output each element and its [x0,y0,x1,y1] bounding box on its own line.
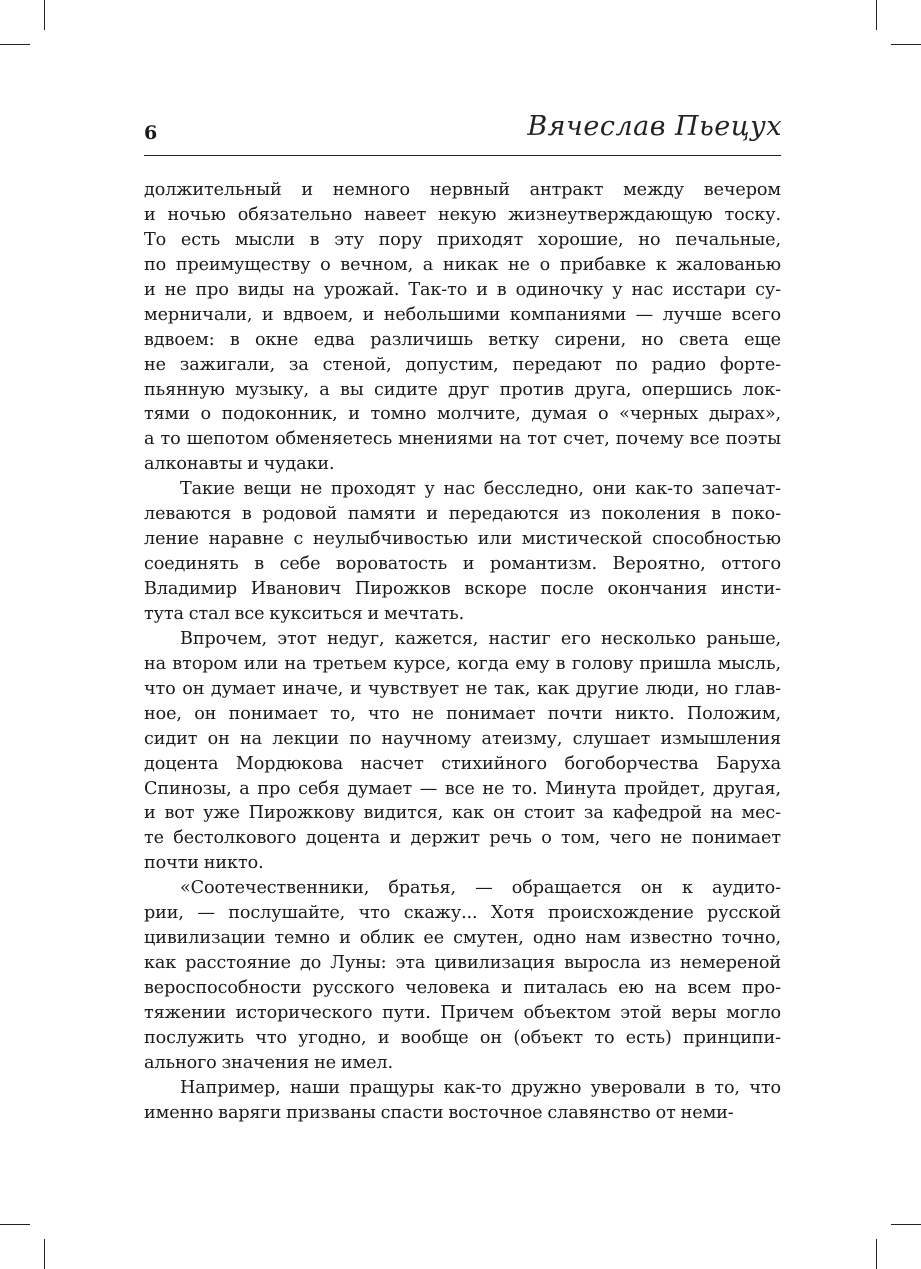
text-line: пьянную музыку, а вы сидите друг против друга, опершись лок- [144,379,781,400]
text-line: а то шепотом обменяетесь мнениями на тот счет, почему все поэты [144,429,781,450]
text-line: и не про виды на урожай. Так-то и в одиночку у нас исстари су- [144,279,781,300]
text-line: Владимир Иванович Пирожков вскоре после окончания инсти- [144,579,781,599]
text-line: Например, наши пращуры как-то дружно уверовали в то, что [180,1077,781,1098]
paragraph [144,876,781,1076]
text-line: что он думает иначе, и чувствует не так, как другие люди, но глав- [144,678,781,699]
text-line: по преимуществу о вечном, а никак не о прибавке к жалованью [144,254,781,275]
text-line: и ночью обязательно навеет некую жизнеутверждающую тоску. [144,204,781,225]
crop-mark-top-left-h [0,44,30,45]
text-line: ального значения не имел. [144,1052,393,1073]
header-rule [144,155,781,156]
text-line: именно варяги призваны спасти восточное славянство от неми- [144,1102,734,1123]
paragraph [144,1076,781,1126]
paragraph [144,627,781,876]
crop-mark-bottom-left-h [0,1224,30,1225]
text-line: должительный и немного нервный антракт между вечером [144,180,781,200]
crop-mark-top-right-h [891,44,921,45]
text-line: тяжении исторического пути. Причем объектом этой веры могло [144,1002,781,1023]
text-line: сидит он на лекции по научному атеизму, слушает измышления [144,728,781,749]
text-line: «Соотечественники, братья, — обращается он к аудито- [180,878,781,899]
text-line: Такие вещи не проходят у нас бесследно, они как-то запечат- [180,479,781,500]
text-line: на втором или на третьем курсе, когда ему в голову пришла мысль, [144,653,781,674]
text-line: почти никто. [144,853,264,874]
text-line: Спинозы, а про себя думает — все не то. Минута пройдет, другая, [144,778,781,799]
text-line: ление наравне с неулыбчивостью или мистической способностью [144,529,781,550]
text-line: и вот уже Пирожкову видится, как он стоит за кафедрой на мес- [144,803,781,824]
text-line: как расстояние до Луны: эта цивилизация выросла из немереной [144,953,781,974]
crop-mark-bottom-right-h [891,1224,921,1225]
crop-mark-bottom-right [876,1239,877,1269]
crop-mark-bottom-left [44,1239,45,1269]
text-line: тута стал все кукситься и мечтать. [144,603,465,624]
text-line: вероспособности русского человека и питалась ею на всем про- [144,978,781,998]
paragraph [144,477,781,627]
paragraph [144,178,781,477]
text-line: Впрочем, этот недуг, кажется, настиг его несколько раньше, [180,628,781,649]
text-line: То есть мысли в эту пору приходят хорошие, но печальные, [144,229,781,250]
text-line: не зажигали, за стеной, допустим, передают по радио форте- [144,354,781,375]
text-line: мерничали, и вдвоем, и небольшими компаниями — лучше всего [144,304,781,325]
running-head-author: Вячеслав Пьецух [527,111,782,142]
text-line: тями о подоконник, и томно молчите, думая о «черных дырах», [144,404,781,425]
text-line: ное, он понимает то, что не понимает почти никто. Положим, [144,703,781,724]
page-number: 6 [144,122,158,144]
text-line: леваются в родовой памяти и передаются из поколения в поко- [144,504,781,525]
text-line: цивилизации темно и облик ее смутен, одно нам известно точно, [144,928,781,949]
text-line: те бестолкового доцента и держит речь о том, чего не понимает [144,828,781,849]
text-line: послужить что угодно, и вообще он (объект то есть) принципи- [144,1027,781,1048]
text-line: доцента Мордюкова насчет стихийного богоборчества Баруха [144,753,781,774]
crop-mark-top-left [44,0,45,30]
body-text [144,178,781,1126]
crop-mark-top-right [876,0,877,30]
text-line: рии, — послушайте, что скажу... Хотя происхождение русской [144,903,781,924]
text-line: вдвоем: в окне едва различишь ветку сирени, но света еще [144,329,781,350]
text-line: соединять в себе вороватость и романтизм. Вероятно, оттого [144,554,781,575]
text-line: алконавты и чудаки. [144,454,335,475]
